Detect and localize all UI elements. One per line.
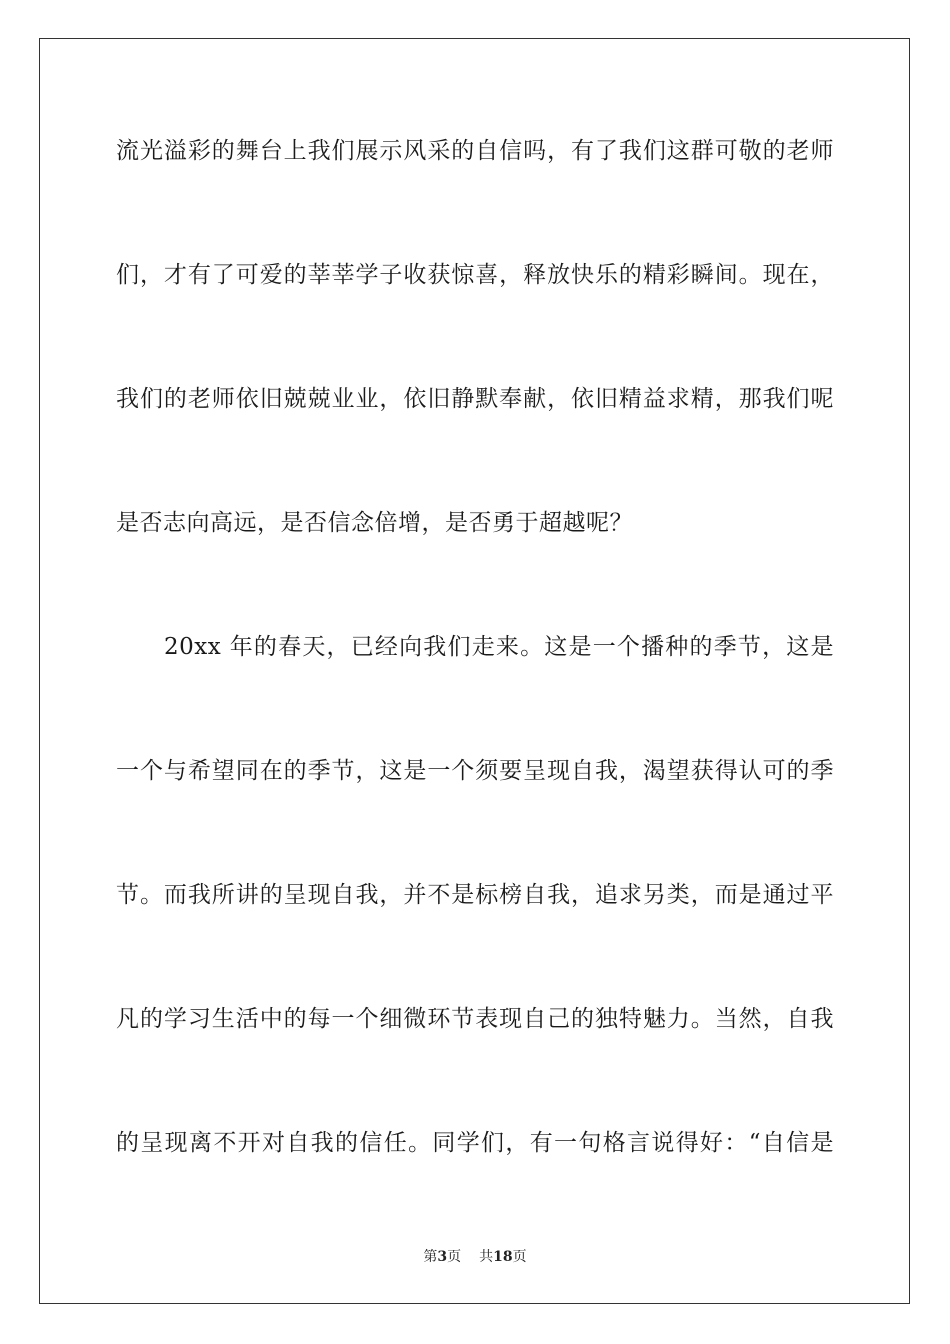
body-line-9: 的呈现离不开对自我的信任。同学们，有一句格言说得好：“自信是 xyxy=(116,1130,834,1156)
body-line-8: 凡的学习生活中的每一个细微环节表现自己的独特魅力。当然，自我 xyxy=(116,1006,834,1032)
page-border xyxy=(39,38,910,1304)
body-line-1: 流光溢彩的舞台上我们展示风采的自信吗，有了我们这群可敬的老师 xyxy=(116,138,834,164)
total-pages: 18 xyxy=(493,1249,513,1265)
total-suffix: 页 xyxy=(512,1249,527,1265)
body-line-3: 我们的老师依旧兢兢业业，依旧静默奉献，依旧精益求精，那我们呢 xyxy=(116,386,834,412)
page-suffix: 页 xyxy=(447,1249,462,1265)
page-footer xyxy=(0,1248,950,1266)
body-line-5: 20xx 年的春天，已经向我们走来。这是一个播种的季节，这是 xyxy=(164,634,834,660)
body-line-6: 一个与希望同在的季节，这是一个须要呈现自我，渴望获得认可的季 xyxy=(116,758,834,784)
body-line-2: 们，才有了可爱的莘莘学子收获惊喜，释放快乐的精彩瞬间。现在， xyxy=(116,262,834,288)
total-prefix: 共 xyxy=(479,1249,494,1265)
body-line-4: 是否志向高远，是否信念倍增，是否勇于超越呢？ xyxy=(116,510,633,536)
page-prefix: 第 xyxy=(423,1249,438,1265)
page-number: 3 xyxy=(437,1249,448,1265)
body-line-7: 节。而我所讲的呈现自我，并不是标榜自我，追求另类，而是通过平 xyxy=(116,882,834,908)
